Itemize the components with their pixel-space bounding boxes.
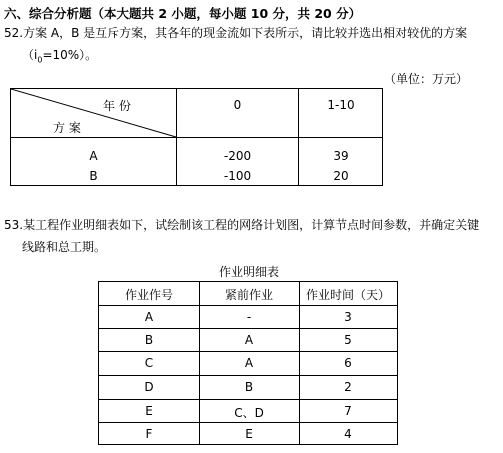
predecessor-cell: A (244, 333, 254, 347)
task-cell: F (145, 427, 153, 441)
section-title: 六、综合分析题（本大题共 2 小题，每小题 10 分，共 20 分） (4, 6, 362, 21)
row-divider (99, 351, 397, 352)
rate-value: =10%）。 (42, 48, 98, 62)
header-diagonal-line (11, 89, 181, 139)
cashflow-table (10, 88, 383, 186)
task-cell: A (144, 310, 154, 324)
rate-prefix: （i (22, 48, 38, 62)
row-divider (11, 137, 382, 138)
task-table (98, 281, 398, 445)
question-53-text-2: 线路和总工期。 (22, 240, 107, 254)
task-table-title: 作业明细表 (219, 265, 280, 279)
duration-cell: 4 (344, 427, 352, 441)
duration-cell: 3 (344, 310, 352, 324)
duration-cell: 5 (344, 333, 352, 347)
header-duration: 作业时间（天） (305, 288, 390, 302)
predecessor-cell: E (245, 427, 253, 441)
question-53-text: 53.某工程作业明细表如下，试绘制该工程的网络计划图，计算节点时间参数，并确定关键 (4, 218, 480, 232)
task-cell: D (144, 380, 154, 394)
header-year: 年 份 (103, 99, 131, 113)
row-a-v1: 39 (333, 149, 349, 163)
header-col-1: 1-10 (327, 98, 355, 112)
row-divider (99, 399, 397, 400)
question-52-text: 52.方案 A，B 是互斥方案，其各年的现金流如下表所示，请比较并选出相对较优的方案 (4, 26, 468, 40)
header-predecessor: 紧前作业 (224, 288, 273, 302)
row-plan-a: A (89, 149, 98, 163)
task-cell: B (144, 333, 154, 347)
question-52-rate (22, 46, 97, 64)
predecessor-cell: C、D (234, 406, 264, 420)
row-b-v0: -100 (223, 169, 252, 183)
duration-cell: 2 (344, 380, 352, 394)
row-divider (99, 422, 397, 423)
predecessor-cell: - (246, 310, 252, 324)
row-divider (99, 375, 397, 376)
duration-cell: 6 (344, 356, 352, 370)
unit-label: （单位：万元） (384, 72, 469, 86)
header-task: 作业作号 (124, 288, 173, 302)
row-b-v1: 20 (333, 169, 349, 183)
row-divider (99, 328, 397, 329)
row-plan-b: B (89, 169, 98, 183)
duration-cell: 7 (344, 404, 352, 418)
row-a-v0: -200 (223, 149, 252, 163)
header-col-0: 0 (233, 98, 242, 112)
rate-subscript: 0 (37, 55, 43, 65)
row-divider (99, 305, 397, 306)
task-cell: C (144, 356, 154, 370)
task-cell: E (145, 404, 153, 418)
predecessor-cell: B (244, 380, 254, 394)
predecessor-cell: A (244, 356, 254, 370)
header-plan: 方 案 (53, 121, 81, 135)
